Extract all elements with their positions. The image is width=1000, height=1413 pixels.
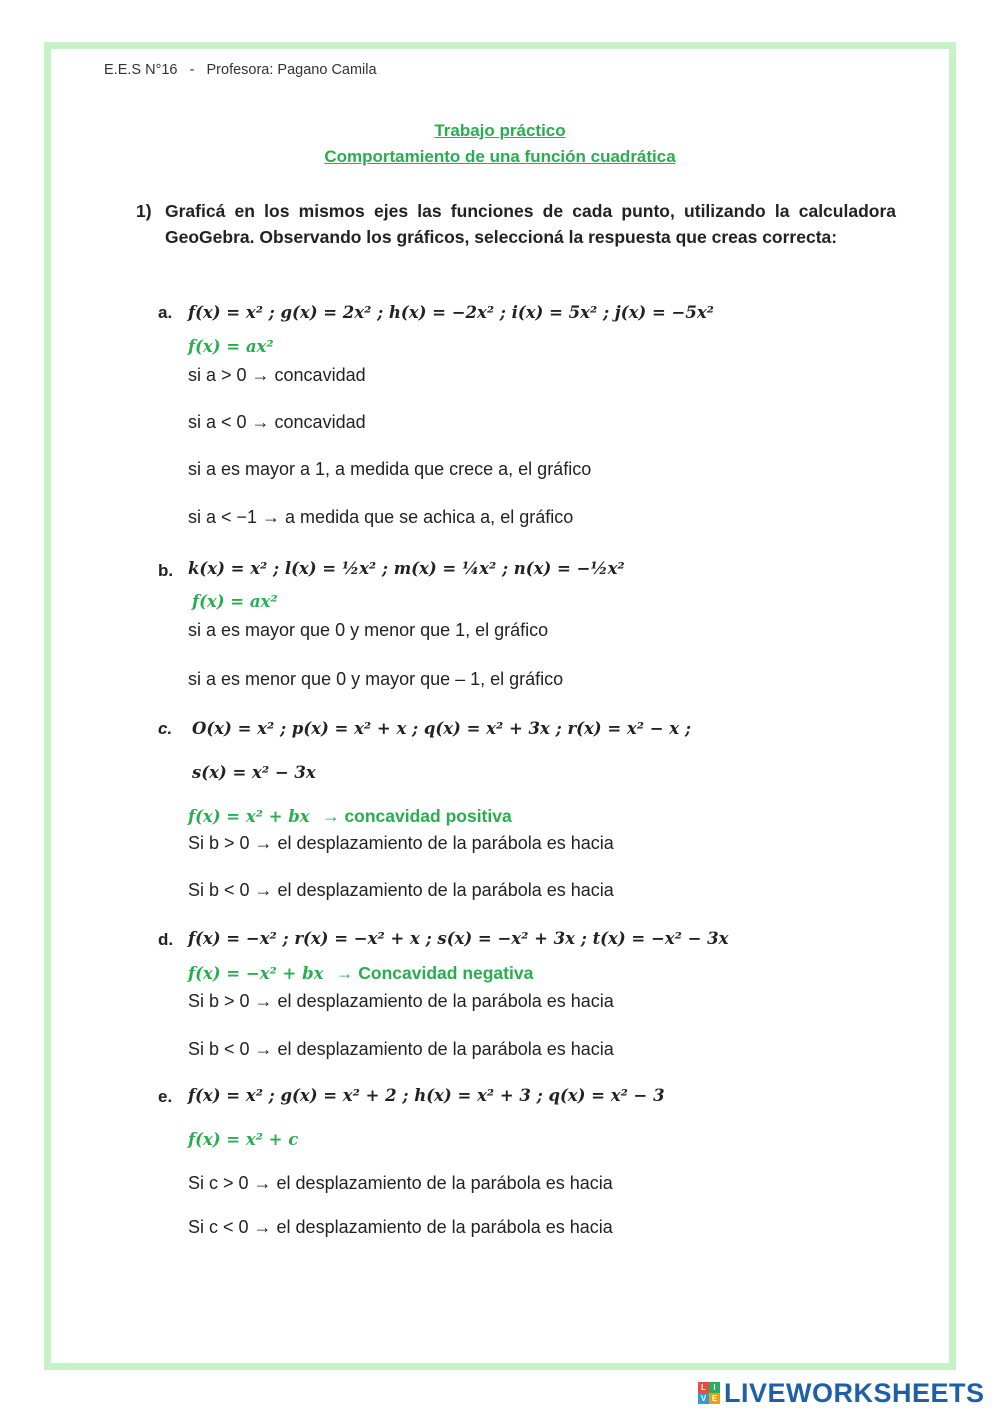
item-d-general-label: → Concavidad negativa <box>335 963 534 983</box>
item-b-general-formula: f(x) = ax² <box>192 592 278 611</box>
item-d-general <box>188 963 533 984</box>
item-a-functions: f(x) = x² ; g(x) = 2x² ; h(x) = −2x² ; i(x) = 5x² ; j(x) = −5x² <box>188 303 714 322</box>
item-c-line-1: Si b > 0 → el desplazamiento de la parábola es hacia <box>188 833 614 853</box>
question-1-number: 1) <box>136 201 152 221</box>
item-a-line-4: si a < −1 → a medida que se achica a, el gráfico <box>188 507 574 527</box>
item-c-functions: O(x) = x² ; p(x) = x² + x ; q(x) = x² + 3x ; r(x) = x² − x ; <box>192 719 691 738</box>
item-c-general-label: → concavidad positiva <box>322 806 512 826</box>
item-e-letter: e. <box>158 1087 173 1106</box>
question-1-text: Graficá en los mismos ejes las funciones de cada punto, utilizando la calculadora GeoGebra. Observando los gráficos, seleccioná la respuesta que creas correcta: <box>165 201 896 247</box>
item-a-letter: a. <box>158 303 173 322</box>
item-d-line-1: Si b > 0 → el desplazamiento de la parábola es hacia <box>188 991 614 1011</box>
liveworksheets-logo <box>698 1378 985 1408</box>
item-c-general <box>188 806 512 827</box>
item-a-general-formula: f(x) = ax² <box>188 337 274 356</box>
item-b-line-2: si a es menor que 0 y mayor que – 1, el gráfico <box>188 669 564 689</box>
item-d-general-formula: f(x) = −x² + bx <box>188 964 324 983</box>
item-a-line-1: si a > 0 → concavidad <box>188 365 366 385</box>
item-c-functions-2: s(x) = x² − 3x <box>192 763 316 782</box>
title-trabajo-practico: Trabajo práctico <box>434 121 566 140</box>
title-subject: Comportamiento de una función cuadrática <box>324 147 676 166</box>
item-c-letter: c. <box>158 719 173 738</box>
item-e-general-formula: f(x) = x² + c <box>188 1130 299 1149</box>
question-1 <box>136 198 896 250</box>
watermark-text: LIVEWORKSHEETS <box>724 1377 985 1408</box>
item-e-line-2: Si c < 0 → el desplazamiento de la parábola es hacia <box>188 1217 613 1237</box>
liveworksheets-icon: L I V E <box>698 1382 720 1404</box>
item-b-functions: k(x) = x² ; l(x) = ½x² ; m(x) = ¼x² ; n(x) = −½x² <box>188 559 625 578</box>
item-d-line-2: Si b < 0 → el desplazamiento de la parábola es hacia <box>188 1039 614 1059</box>
item-d-letter: d. <box>158 930 174 949</box>
item-d-functions: f(x) = −x² ; r(x) = −x² + x ; s(x) = −x² + 3x ; t(x) = −x² − 3x <box>188 929 729 948</box>
item-c-line-2: Si b < 0 → el desplazamiento de la parábola es hacia <box>188 880 614 900</box>
item-b-line-1: si a es mayor que 0 y menor que 1, el gráfico <box>188 620 549 640</box>
item-e-line-1: Si c > 0 → el desplazamiento de la parábola es hacia <box>188 1173 613 1193</box>
item-c-general-formula: f(x) = x² + bx <box>188 807 310 826</box>
item-a-line-2: si a < 0 → concavidad <box>188 412 366 432</box>
item-e-functions: f(x) = x² ; g(x) = x² + 2 ; h(x) = x² + 3 ; q(x) = x² − 3 <box>188 1086 665 1105</box>
item-a-line-3: si a es mayor a 1, a medida que crece a, el gráfico <box>188 459 592 479</box>
item-b-letter: b. <box>158 561 174 580</box>
school-header: E.E.S N°16 - Profesora: Pagano Camila <box>104 62 377 78</box>
